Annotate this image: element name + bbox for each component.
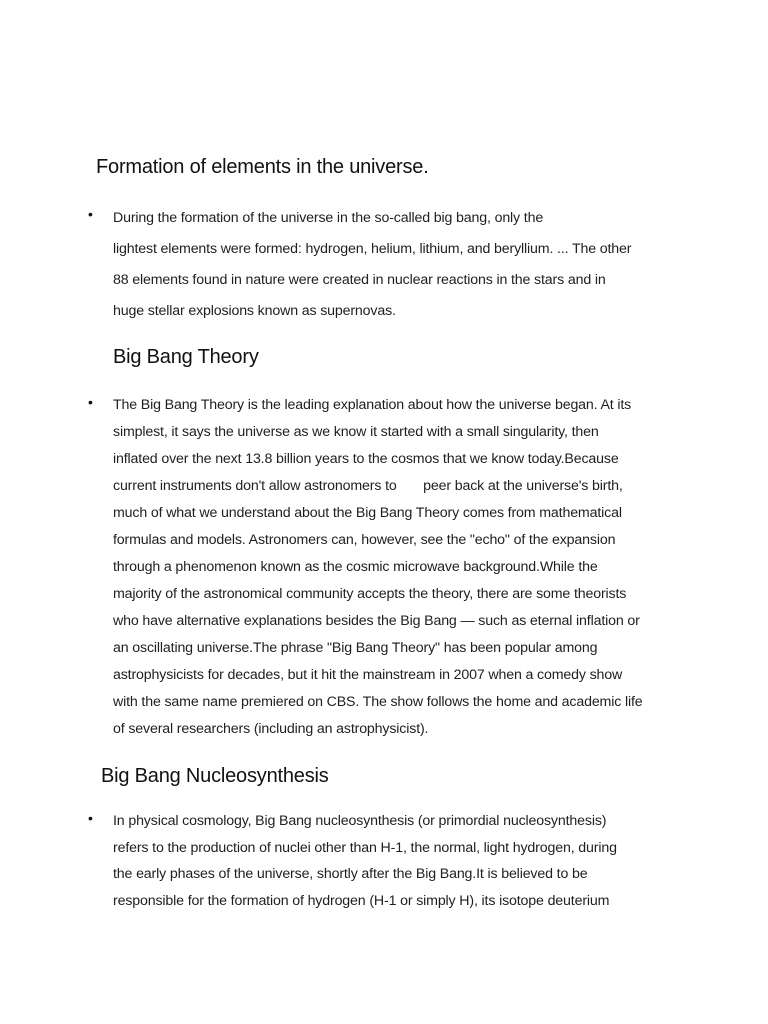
heading-big-bang-theory: Big Bang Theory — [113, 346, 259, 368]
text-line: formulas and models. Astronomers can, however, see the "echo" of the expansion — [113, 532, 616, 548]
heading-formation-of-elements: Formation of elements in the universe. — [96, 156, 429, 178]
paragraph-big-bang-theory — [113, 392, 688, 743]
text-line: current instruments don't allow astronomers to peer back at the universe's birth, — [113, 478, 623, 494]
paragraph-formation — [113, 203, 688, 327]
text-line: refers to the production of nuclei other than H-1, the normal, light hydrogen, during — [113, 839, 617, 856]
text-line: inflated over the next 13.8 billion years to the cosmos that we know today.Because — [113, 451, 619, 467]
text-line: much of what we understand about the Big Bang Theory comes from mathematical — [113, 505, 622, 521]
text-line: During the formation of the universe in the so-called big bang, only the — [113, 210, 544, 226]
text-line: who have alternative explanations besides the Big Bang — such as eternal inflation or — [113, 613, 640, 629]
paragraph-nucleosynthesis — [113, 808, 688, 915]
heading-big-bang-nucleosynthesis: Big Bang Nucleosynthesis — [101, 765, 329, 787]
text-line: In physical cosmology, Big Bang nucleosynthesis (or primordial nucleosynthesis) — [113, 813, 607, 829]
text-line: the early phases of the universe, shortly after the Big Bang.It is believed to be — [113, 866, 588, 883]
bullet-icon: • — [88, 810, 93, 826]
bullet-icon: • — [88, 206, 93, 222]
text-line: lightest elements were formed: hydrogen, helium, lithium, and beryllium. ... The other — [113, 241, 632, 257]
text-line: through a phenomenon known as the cosmic microwave background.While the — [113, 559, 598, 575]
text-line: with the same name premiered on CBS. The show follows the home and academic life — [113, 694, 643, 710]
text-line: responsible for the formation of hydrogen (H-1 or simply H), its isotope deuterium — [113, 893, 610, 910]
text-line: an oscillating universe.The phrase "Big Bang Theory" has been popular among — [113, 640, 598, 656]
text-line: simplest, it says the universe as we know it started with a small singularity, then — [113, 424, 599, 440]
bullet-icon: • — [88, 394, 93, 410]
text-line: huge stellar explosions known as supernovas. — [113, 303, 396, 319]
text-line: majority of the astronomical community accepts the theory, there are some theorists — [113, 586, 627, 602]
text-line: astrophysicists for decades, but it hit the mainstream in 2007 when a comedy show — [113, 667, 623, 683]
text-line: of several researchers (including an astrophysicist). — [113, 721, 429, 737]
text-line: The Big Bang Theory is the leading explanation about how the universe began. At its — [113, 397, 632, 413]
text-line: 88 elements found in nature were created in nuclear reactions in the stars and in — [113, 272, 606, 288]
